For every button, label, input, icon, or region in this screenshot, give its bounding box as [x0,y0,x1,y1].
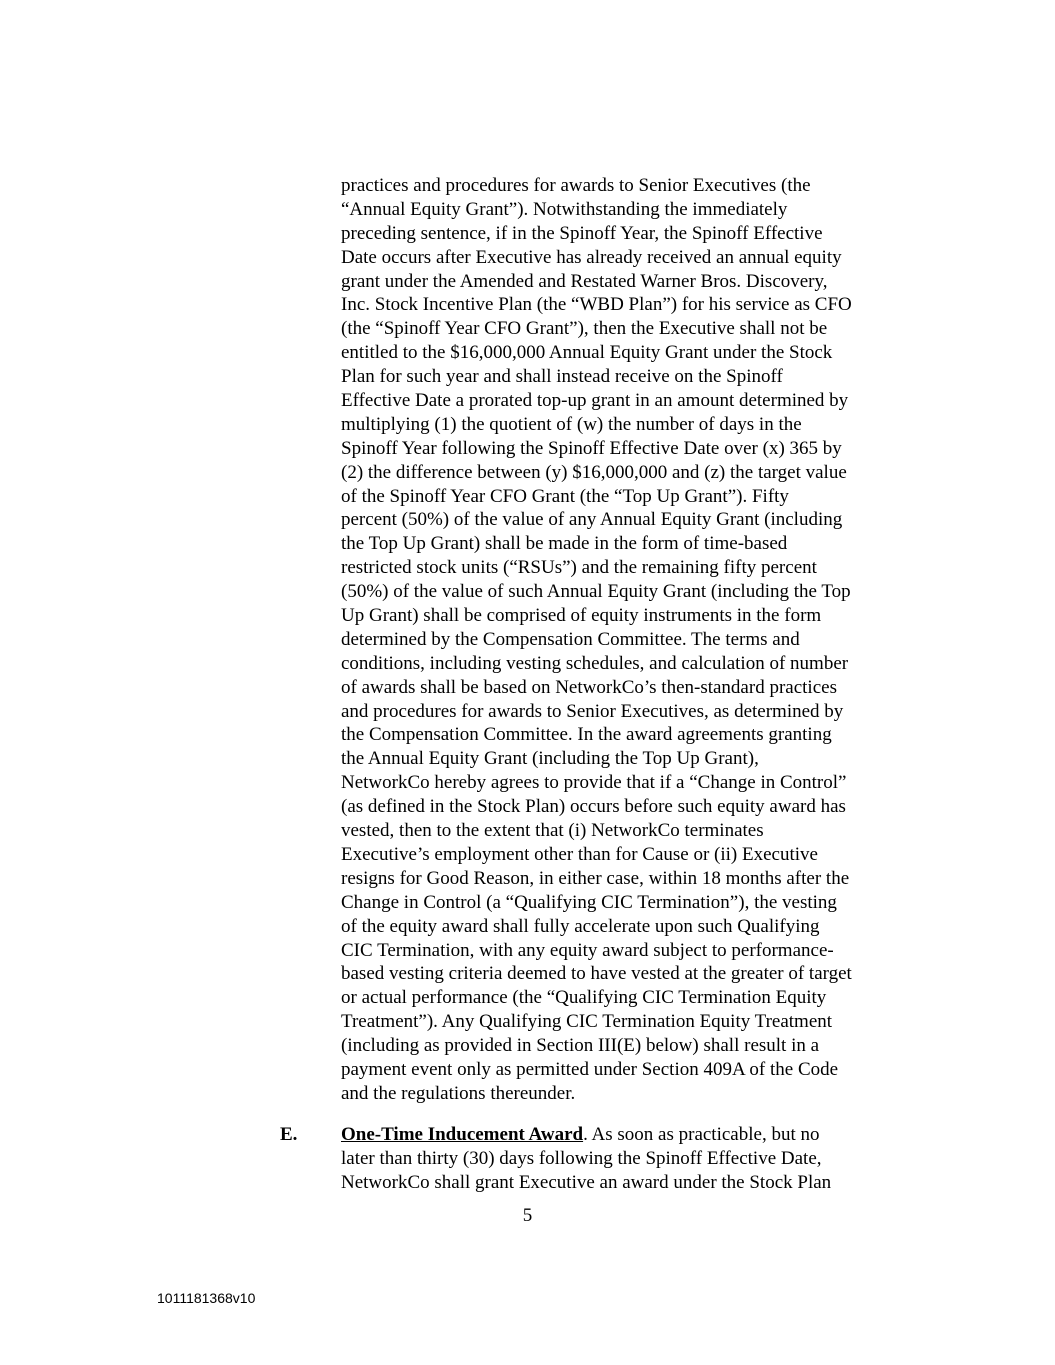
paragraph-line: the Top Up Grant) shall be made in the form of time-based [341,533,788,555]
section-e-first-line-rest: . As soon as practicable, but no [583,1124,820,1145]
paragraph-line: and the regulations thereunder. [341,1082,576,1104]
paragraph-line: resigns for Good Reason, in either case, within 18 months after the [341,867,850,889]
paragraph-line: Change in Control (a “Qualifying CIC Termination”), the vesting [341,891,837,913]
paragraph-line: payment event only as permitted under Section 409A of the Code [341,1058,839,1080]
paragraph-line: vested, then to the extent that (i) NetworkCo terminates [341,820,764,842]
paragraph-line: of awards shall be based on NetworkCo’s then-standard practices [341,676,837,698]
continued-paragraph [341,174,911,1106]
paragraph-line: and procedures for awards to Senior Executives, as determined by [341,700,844,722]
section-e-heading: One-Time Inducement Award [341,1124,584,1145]
paragraph-line: of the Spinoff Year CFO Grant (the “Top Up Grant”). Fifty [341,485,789,507]
paragraph-line: percent (50%) of the value of any Annual Equity Grant (including [341,509,843,531]
document-id: 1011181368v10 [157,1290,256,1306]
paragraph-line: preceding sentence, if in the Spinoff Year, the Spinoff Effective [341,222,823,244]
paragraph-line: practices and procedures for awards to Senior Executives (the [341,175,811,196]
paragraph-line: of the equity award shall fully accelerate upon such Qualifying [341,915,820,937]
paragraph-line: Inc. Stock Incentive Plan (the “WBD Plan”) for his service as CFO [341,294,852,316]
paragraph-line: Date occurs after Executive has already received an annual equity [341,246,842,268]
paragraph-line: entitled to the $16,000,000 Annual Equity Grant under the Stock [341,342,833,364]
paragraph-line: Treatment”). Any Qualifying CIC Termination Equity Treatment [341,1011,833,1033]
paragraph-line: multiplying (1) the quotient of (w) the number of days in the [341,413,802,435]
paragraph-line: grant under the Amended and Restated Warner Bros. Discovery, [341,270,828,292]
paragraph-line: Effective Date a prorated top-up grant in an amount determined by [341,390,849,412]
paragraph-line: Executive’s employment other than for Cause or (ii) Executive [341,843,818,865]
paragraph-line: Plan for such year and shall instead receive on the Spinoff [341,366,783,388]
paragraph-line: (2) the difference between (y) $16,000,000 and (z) the target value [341,461,847,483]
paragraph-line: (as defined in the Stock Plan) occurs before such equity award has [341,796,846,818]
section-e-body [341,1123,911,1195]
section-e-first-line [341,1123,911,1147]
paragraph-line: NetworkCo hereby agrees to provide that if a “Change in Control” [341,772,847,794]
paragraph-line: the Compensation Committee. In the award agreements granting [341,724,832,746]
paragraph-line: (the “Spinoff Year CFO Grant”), then the Executive shall not be [341,318,828,340]
section-e-line: NetworkCo shall grant Executive an award under the Stock Plan [341,1171,832,1193]
paragraph-line: “Annual Equity Grant”). Notwithstanding the immediately [341,198,788,220]
paragraph-line: determined by the Compensation Committee. The terms and [341,628,800,650]
paragraph-line: the Annual Equity Grant (including the Top Up Grant), [341,748,759,770]
paragraph-line: (50%) of the value of such Annual Equity Grant (including the Top [341,581,851,603]
paragraph-line: based vesting criteria deemed to have vested at the greater of target [341,963,852,985]
paragraph-line: (including as provided in Section III(E) below) shall result in a [341,1035,820,1057]
section-e-label: E. [280,1124,298,1145]
paragraph-line: Up Grant) shall be comprised of equity instruments in the form [341,605,822,627]
paragraph-line: CIC Termination, with any equity award subject to performance- [341,939,834,961]
paragraph-line: or actual performance (the “Qualifying CIC Termination Equity [341,987,827,1009]
paragraph-line: restricted stock units (“RSUs”) and the remaining fifty percent [341,557,817,579]
page-number: 5 [522,1205,533,1226]
paragraph-line: Spinoff Year following the Spinoff Effective Date over (x) 365 by [341,437,842,459]
section-e-line: later than thirty (30) days following the Spinoff Effective Date, [341,1147,822,1169]
paragraph-line: conditions, including vesting schedules, and calculation of number [341,652,849,674]
